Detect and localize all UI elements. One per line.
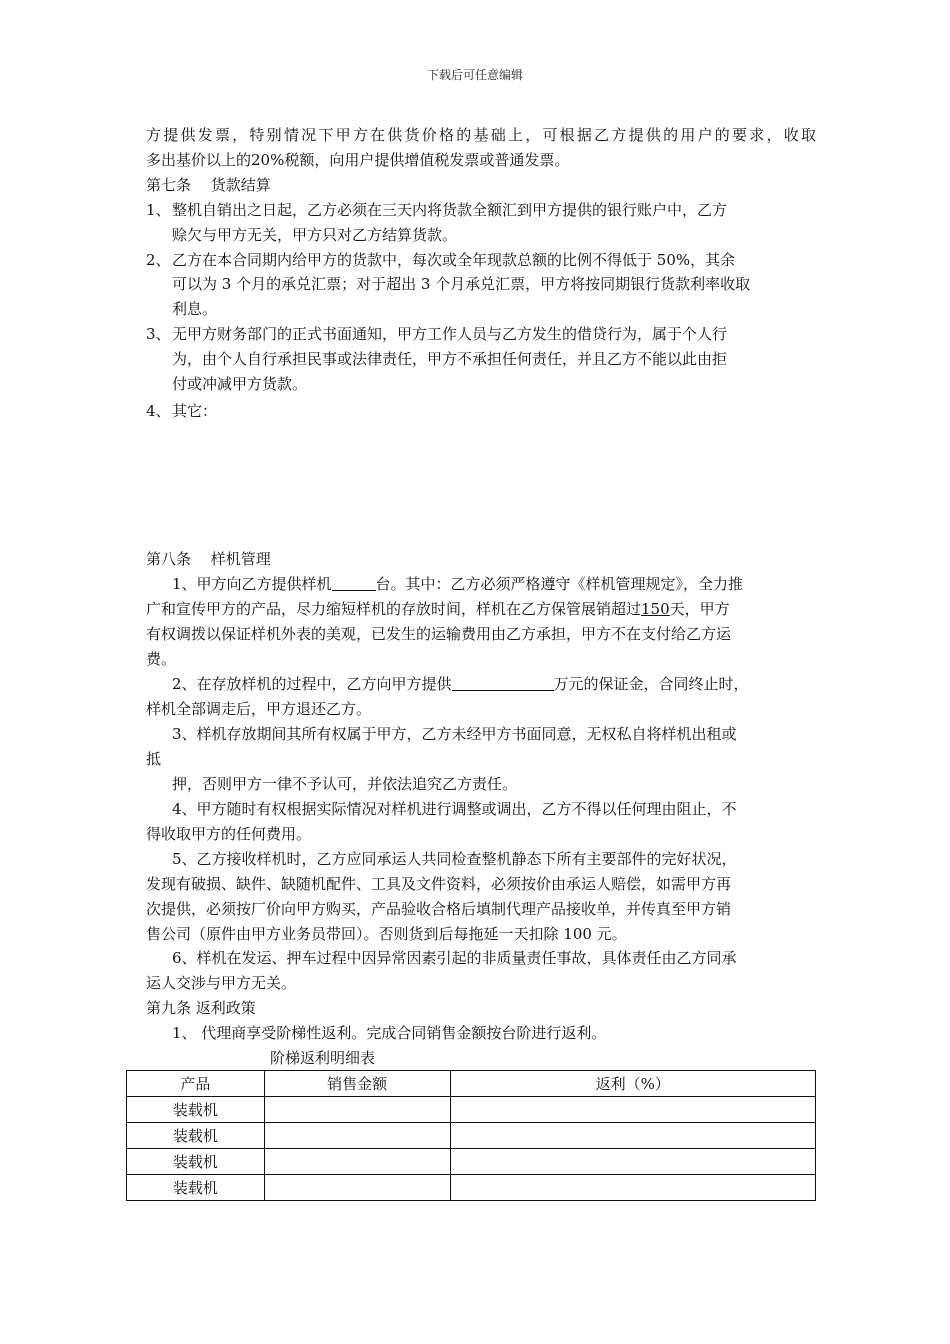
art8-p5-line-3: 次提供，必须按厂价向甲方购买，产品验收合格后填制代理产品接收单，并传真至甲方销: [146, 900, 732, 918]
continued-line-1: 方提供发票，特别情况下甲方在供货价格的基础上，可根据乙方提供的用户的要求，收取: [146, 126, 816, 144]
article-8-title: 第八条 样机管理: [146, 550, 271, 568]
cell-rebate: [450, 1175, 815, 1201]
art7-item-3-line-2: 为，由个人自行承担民事或法律责任，甲方不承担任何责任，并且乙方不能以此由拒: [172, 350, 728, 368]
table-row: [127, 1097, 816, 1123]
art7-item-4: [146, 401, 816, 421]
cell-product: 装载机: [127, 1123, 265, 1149]
art8-p2-line-2: 样机全部调走后，甲方退还乙方。: [146, 700, 372, 718]
art8-p1-line-3: 有权调拨以保证样机外表的美观，已发生的运输费用由乙方承担，甲方不在支付给乙方运: [146, 625, 732, 643]
article-7-title: 第七条 货款结算: [146, 176, 271, 194]
art7-item-2-line-3: 利息。: [172, 300, 218, 318]
item-number: 4、: [146, 402, 171, 420]
art8-p6-line-1: 6、样机在发运、押车过程中因异常因素引起的非质量责任事故，具体责任由乙方同承: [172, 949, 737, 967]
art7-item-2-line-2: 可以为 3 个月的承兑汇票；对于超出 3 个月承兑汇票，甲方将按同期银行货款利率收取: [172, 275, 751, 293]
cell-sales-amount: [264, 1123, 450, 1149]
table-header-row: [127, 1071, 816, 1097]
cell-rebate: [450, 1123, 815, 1149]
cell-rebate: [450, 1097, 815, 1123]
page-header: 下载后可任意编辑: [426, 68, 523, 82]
art7-item-1: [146, 200, 816, 220]
art8-p3-line-2: 抵: [146, 750, 162, 768]
table-row: [127, 1149, 816, 1175]
text-segment: 2、在存放样机的过程中，乙方向甲方提供: [172, 675, 452, 693]
cell-product: 装载机: [127, 1175, 265, 1201]
art8-p3-line-3: 押，否则甲方一律不予认可，并依法追究乙方责任。: [172, 775, 518, 793]
column-header-sales-amount: 销售金额: [264, 1071, 450, 1097]
art8-p1-line-1: [172, 574, 816, 594]
rebate-table-title: 阶梯返利明细表: [270, 1049, 376, 1067]
text-segment: 万元的保证金，合同终止时，: [553, 675, 749, 693]
table-row: [127, 1123, 816, 1149]
text-segment: 天，甲方: [669, 600, 730, 618]
art9-p1: 1、 代理商享受阶梯性返利。完成合同销售金额按台阶进行返利。: [172, 1024, 607, 1042]
continued-line-2: 多出基价以上的20%税额，向用户提供增值税发票或普通发票。: [146, 151, 570, 169]
cell-product: 装载机: [127, 1097, 265, 1123]
text-segment: 台。其中：乙方必须严格遵守《样机管理规定》，全力推: [375, 575, 744, 593]
item-number: 3、: [146, 325, 171, 343]
art7-item-2: [146, 250, 816, 270]
art7-item-3-line-3: 付或冲减甲方货款。: [172, 375, 308, 393]
cell-sales-amount: [264, 1097, 450, 1123]
table-row: [127, 1175, 816, 1201]
item-text: 无甲方财务部门的正式书面通知，甲方工作人员与乙方发生的借贷行为，属于个人行: [172, 325, 728, 343]
cell-sales-amount: [264, 1175, 450, 1201]
item-number: 1、: [146, 201, 171, 219]
rebate-table: [126, 1070, 816, 1201]
art8-p2-line-1: [172, 674, 816, 694]
art8-p5-line-4: 售公司（原件由甲方业务员带回）。否则货到后每拖延一天扣除 100 元。: [146, 925, 627, 943]
days-value: 150: [641, 600, 670, 618]
art8-p5-line-2: 发现有破损、缺件、缺随机配件、工具及文件资料，必须按价由承运人赔偿，如需甲方再: [146, 875, 732, 893]
deposit-blank: [452, 674, 554, 691]
art8-p1-line-2: [146, 599, 816, 619]
text-segment: 1、甲方向乙方提供样机: [172, 575, 332, 593]
art8-p6-line-2: 运人交涉与甲方无关。: [146, 974, 297, 992]
column-header-product: 产品: [127, 1071, 265, 1097]
cell-product: 装载机: [127, 1149, 265, 1175]
art8-p4-line-2: 得收取甲方的任何费用。: [146, 825, 312, 843]
art8-p4-line-1: 4、甲方随时有权根据实际情况对样机进行调整或调出，乙方不得以任何理由阻止，不: [172, 800, 737, 818]
column-header-rebate: 返利（%）: [450, 1071, 815, 1097]
text-segment: 广和宣传甲方的产品，尽力缩短样机的存放时间，样机在乙方保管展销超过: [146, 600, 642, 618]
item-number: 2、: [146, 251, 171, 269]
art7-item-1-line-2: 赊欠与甲方无关，甲方只对乙方结算货款。: [172, 226, 458, 244]
article-9-title: 第九条 返利政策: [146, 999, 256, 1017]
art8-p3-line-1: 3、样机存放期间其所有权属于甲方，乙方未经甲方书面同意，无权私自将样机出租或: [172, 725, 737, 743]
art8-p5-line-1: 5、乙方接收样机时，乙方应同承运人共同检查整机静态下所有主要部件的完好状况，: [172, 850, 737, 868]
cell-sales-amount: [264, 1149, 450, 1175]
art7-item-3: [146, 324, 816, 344]
cell-rebate: [450, 1149, 815, 1175]
art8-p1-line-4: 费。: [146, 650, 177, 668]
item-text: 乙方在本合同期内给甲方的货款中，每次或全年现款总额的比例不得低于 50%，其余: [172, 251, 736, 269]
item-text: 其它：: [172, 402, 218, 420]
quantity-blank: [332, 574, 376, 591]
item-text: 整机自销出之日起，乙方必须在三天内将货款全额汇到甲方提供的银行账户中，乙方: [172, 201, 728, 219]
